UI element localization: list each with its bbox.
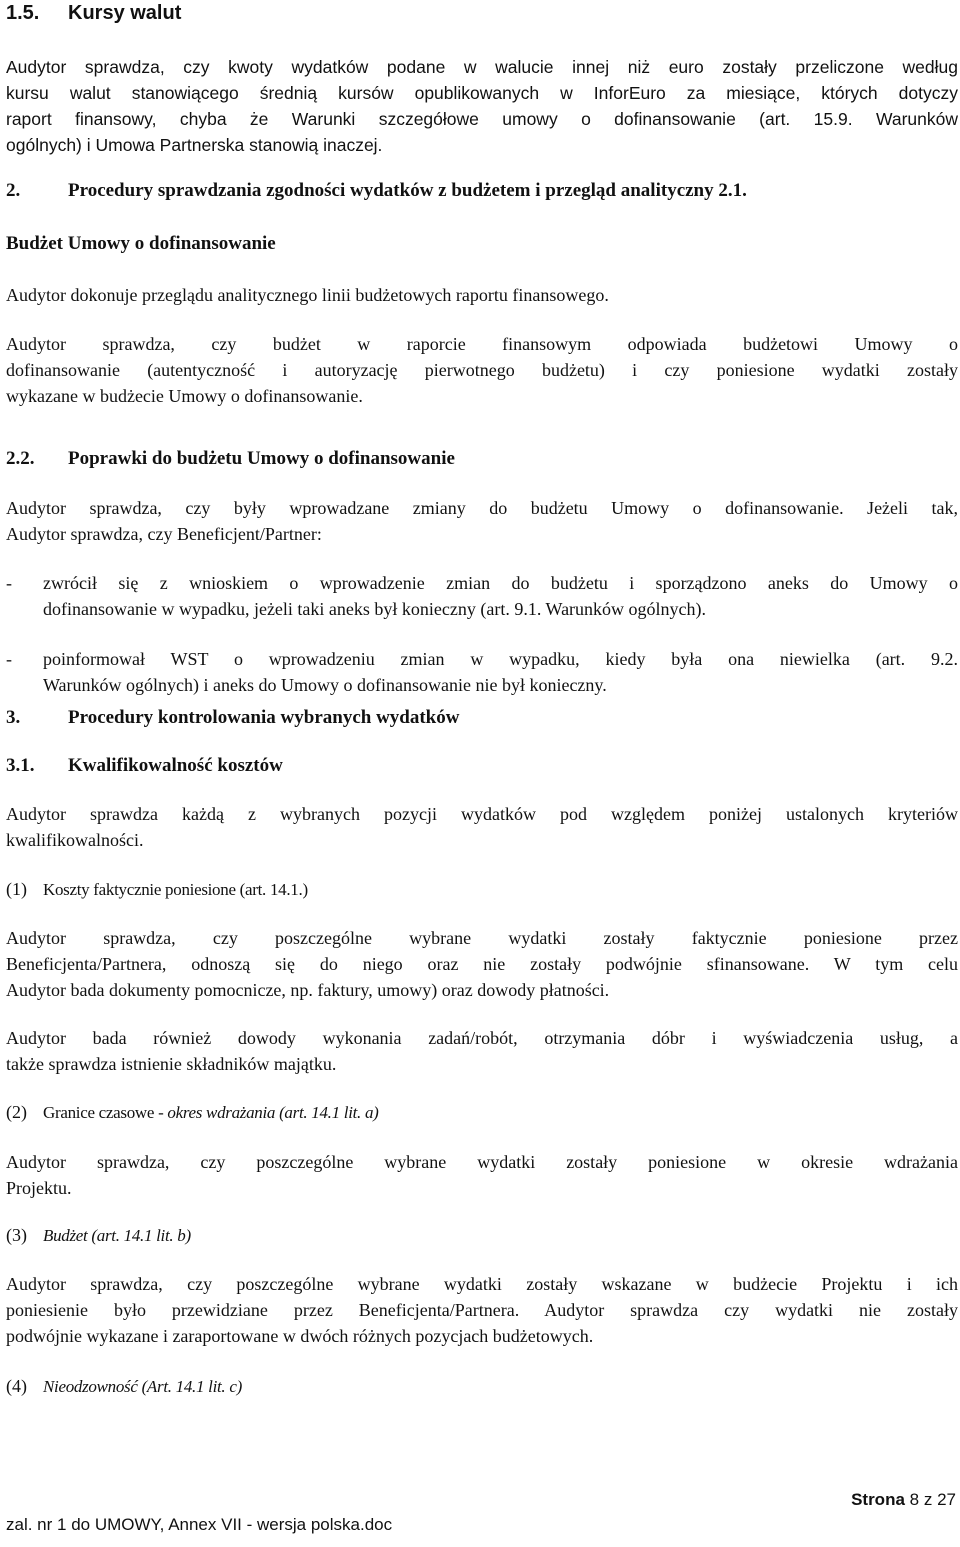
text-line: Audytor bada dokumenty pomocnicze, np. faktury, umowy) oraz dowody płatności. xyxy=(6,980,610,1000)
text-line: Beneficjenta/Partnera, odnoszą się do niego oraz nie zostały podwójnie sfinansowane. W tym celu xyxy=(6,954,958,974)
criterion-number: (2) xyxy=(6,1102,27,1122)
paragraph-analytical-review xyxy=(6,282,958,308)
section-title: Kursy walut xyxy=(68,2,182,24)
page-separator: z xyxy=(923,1490,933,1509)
section-heading-3-1 xyxy=(6,753,283,779)
criterion-label-italic: Budżet (art. 14.1 lit. b) xyxy=(43,1226,191,1245)
paragraph-exchange-rates xyxy=(6,54,958,158)
section-heading-2 xyxy=(6,178,747,204)
text-line: Audytor sprawdza, czy poszczególne wybrane wydatki zostały poniesione w okresie wdrażania xyxy=(6,1152,958,1172)
criterion-heading xyxy=(6,1099,379,1126)
section-heading-1-5 xyxy=(6,0,181,26)
section-subtitle: Budżet Umowy o dofinansowanie xyxy=(6,233,276,254)
paragraph-budget-criterion xyxy=(6,1271,958,1349)
section-number: 2.2. xyxy=(6,448,35,469)
list-item xyxy=(6,570,958,622)
text-line: raport finansowy, chyba że Warunki szczegółowe umowy o dofinansowanie (art. 15.9. Warunków xyxy=(6,109,958,129)
list-item xyxy=(6,646,958,698)
page-label: Strona xyxy=(851,1490,905,1509)
section-heading-2-2 xyxy=(6,446,455,472)
section-title: Kwalifikowalność kosztów xyxy=(68,755,283,776)
paragraph-budget-changes xyxy=(6,495,958,547)
text-line: Audytor sprawdza, czy budżet w raporcie finansowym odpowiada budżetowi Umowy o xyxy=(6,334,958,354)
criterion-number: (4) xyxy=(6,1376,27,1396)
text-line: Projektu. xyxy=(6,1178,72,1198)
text-line: Audytor sprawdza, czy poszczególne wybrane wydatki zostały wskazane w budżecie Projektu i ich xyxy=(6,1274,958,1294)
text-line: Audytor sprawdza, czy Beneficjent/Partner: xyxy=(6,524,322,544)
section-heading-3 xyxy=(6,705,459,731)
criterion-label: Granice czasowe - xyxy=(43,1103,168,1122)
criterion-label: Koszty faktycznie poniesione (art. 14.1.) xyxy=(43,880,308,899)
text-line: ogólnych) i Umowa Partnerska stanowią inaczej. xyxy=(6,135,383,155)
page-current: 8 xyxy=(909,1490,920,1509)
page-total: 27 xyxy=(937,1490,956,1509)
text-line: dofinansowanie w wypadku, jeżeli taki aneks był konieczny (art. 9.1. Warunków ogólnych). xyxy=(43,599,707,619)
text-line: wykazane w budżecie Umowy o dofinansowanie. xyxy=(6,386,363,406)
paragraph-time-limits xyxy=(6,1149,958,1201)
criterion-heading xyxy=(6,1222,191,1249)
paragraph-budget-check xyxy=(6,331,958,409)
paragraph-costs-incurred xyxy=(6,925,958,1003)
text-line: poniesienie było przewidziane przez Beneficjenta/Partnera. Audytor sprawdza czy wydatki nie zostały xyxy=(6,1300,958,1320)
section-number: 3. xyxy=(6,707,21,728)
section-title: Procedury sprawdzania zgodności wydatków z budżetem i przegląd analityczny 2.1. xyxy=(68,180,747,201)
criterion-number: (3) xyxy=(6,1225,27,1245)
text-line: poinformował WST o wprowadzeniu zmian w wypadku, kiedy była ona niewielka (art. 9.2. xyxy=(43,649,958,669)
text-line: dofinansowanie (autentyczność i autoryzację pierwotnego budżetu) i czy poniesione wydatki zostały xyxy=(6,360,958,380)
text-line: zwrócił się z wnioskiem o wprowadzenie zmian do budżetu i sporządzono aneks do Umowy o xyxy=(43,573,958,593)
text-line: także sprawdza istnienie składników majątku. xyxy=(6,1054,337,1074)
text-line: Audytor sprawdza, czy kwoty wydatków podane w walucie innej niż euro zostały przeliczone według xyxy=(6,57,958,77)
section-number: 3.1. xyxy=(6,755,35,776)
paragraph-evidence xyxy=(6,1025,958,1077)
criterion-heading xyxy=(6,1373,242,1400)
text-line: Audytor sprawdza każdą z wybranych pozycji wydatków pod względem poniżej ustalonych kryteriów xyxy=(6,804,958,824)
section-title: Procedury kontrolowania wybranych wydatków xyxy=(68,707,460,728)
criterion-number: (1) xyxy=(6,879,27,899)
section-number: 1.5. xyxy=(6,2,40,24)
text-line: podwójnie wykazane i zaraportowane w dwóch różnych pozycjach budżetowych. xyxy=(6,1326,594,1346)
text-line: Audytor sprawdza, czy poszczególne wybrane wydatki zostały faktycznie poniesione przez xyxy=(6,928,958,948)
criterion-label-italic: Nieodzowność (Art. 14.1 lit. c) xyxy=(43,1377,242,1396)
document-filename: zal. nr 1 do UMOWY, Annex VII - wersja polska.doc xyxy=(6,1515,393,1534)
text-line: Audytor bada również dowody wykonania zadań/robót, otrzymania dóbr i wyświadczenia usług, a xyxy=(6,1028,958,1048)
section-number: 2. xyxy=(6,180,21,201)
bullet-dash: - xyxy=(6,573,12,593)
section-title: Poprawki do budżetu Umowy o dofinansowanie xyxy=(68,448,455,469)
text-line: Audytor sprawdza, czy były wprowadzane zmiany do budżetu Umowy o dofinansowanie. Jeżeli tak, xyxy=(6,498,958,518)
text-line: Warunków ogólnych) i aneks do Umowy o dofinansowanie nie był konieczny. xyxy=(43,675,607,695)
text-line: Audytor dokonuje przeglądu analitycznego linii budżetowych raportu finansowego. xyxy=(6,285,609,305)
text-line: kursu walut stanowiącego średnią kursów opublikowanych w InforEuro za miesiące, których dotyczy xyxy=(6,83,958,103)
paragraph-eligibility xyxy=(6,801,958,853)
page-number xyxy=(851,1490,956,1510)
criterion-heading xyxy=(6,876,308,903)
bullet-dash: - xyxy=(6,649,12,669)
text-line: kwalifikowalności. xyxy=(6,830,144,850)
criterion-label-italic: okres wdrażania (art. 14.1 lit. a) xyxy=(167,1103,379,1122)
